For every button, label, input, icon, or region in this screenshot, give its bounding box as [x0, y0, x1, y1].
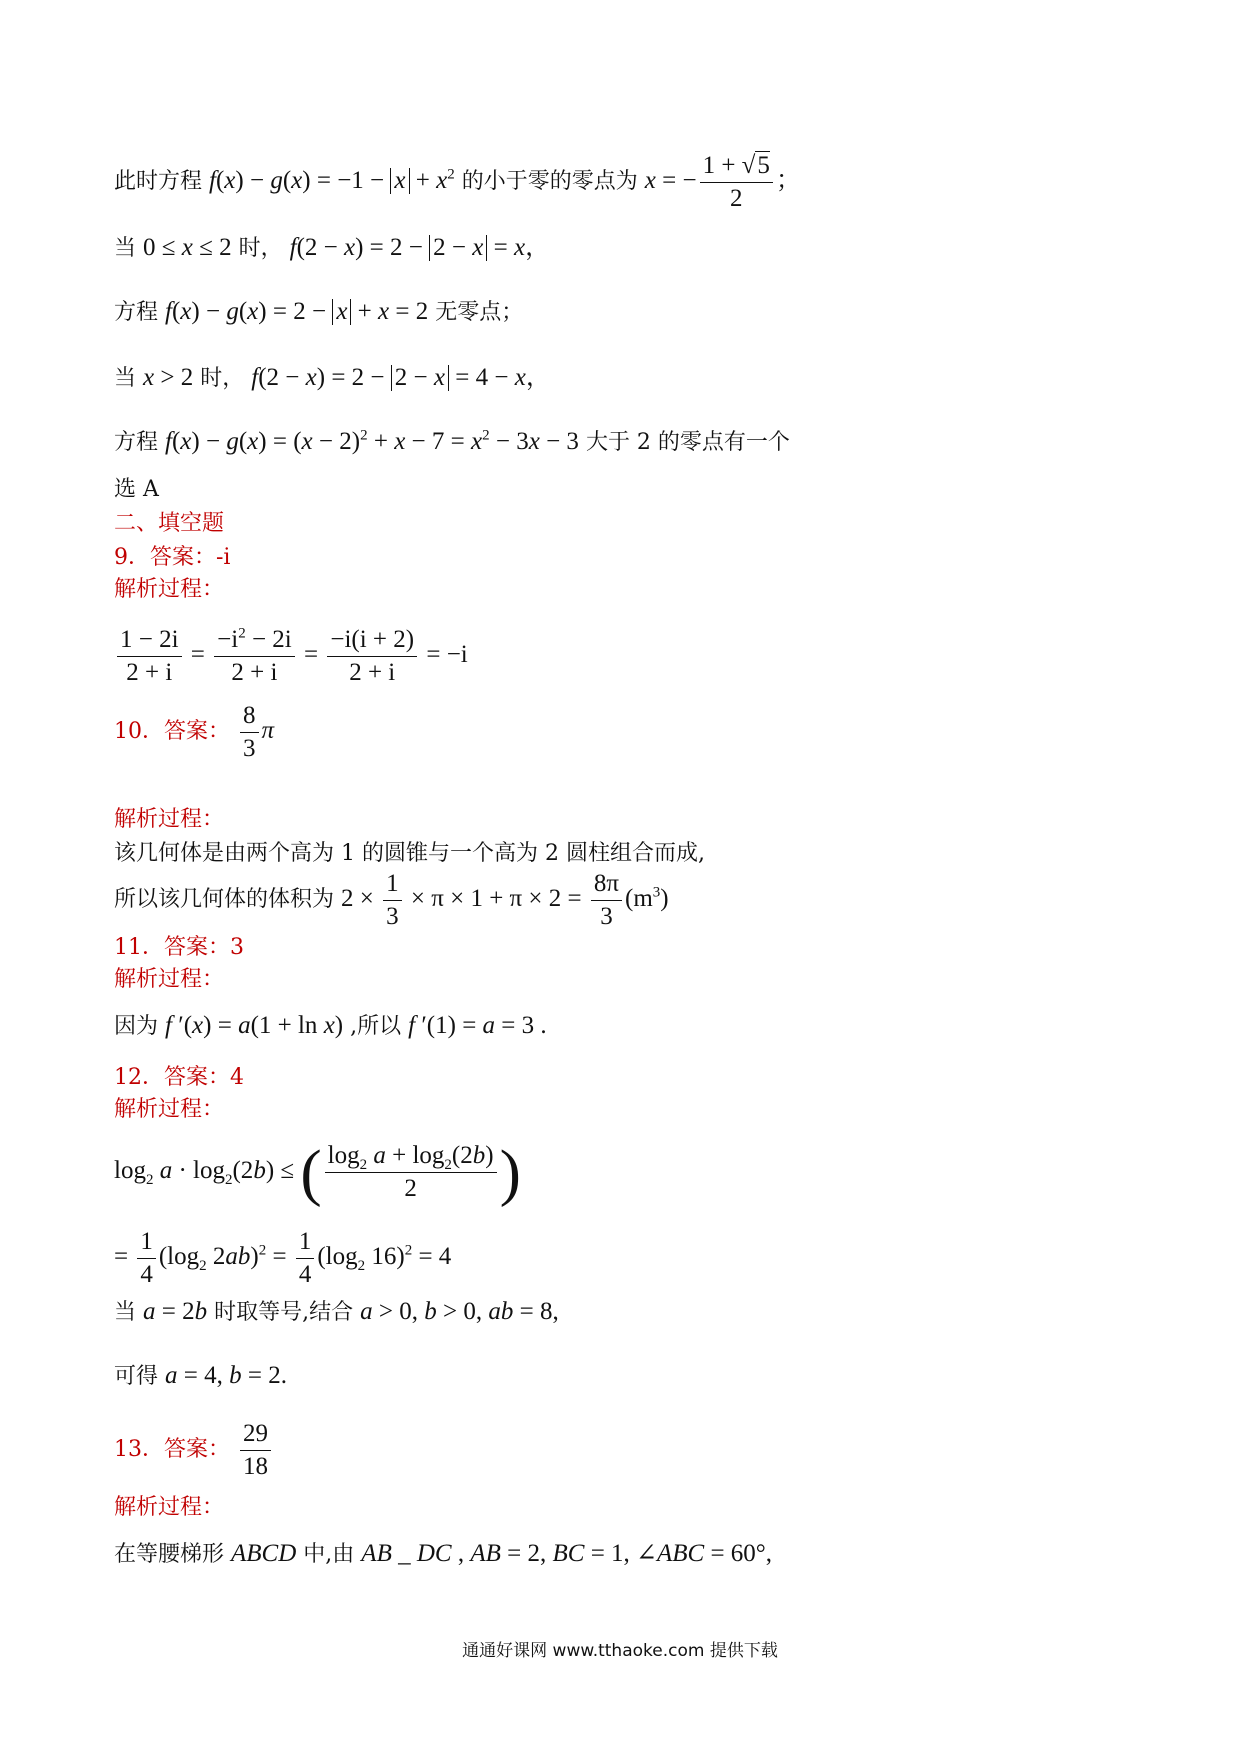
answer-12: 12．答案：4: [114, 1065, 244, 1090]
section-heading: 二、填空题: [114, 511, 225, 536]
answer-9: 9．答案：-i: [114, 545, 231, 570]
log-inequality: $\log_2 a \cdot \log_2(2b)$ ≤ ( $\frac{\log_2 a + \log_2(2b)}{2}$ ): [114, 1136, 521, 1208]
formula: f(x) − g(x) = 2 − x + x = 2: [165, 298, 429, 325]
page-footer: 通通好课网 www.tthaoke.com 提供下载: [462, 1641, 778, 1661]
analysis-label-13: 解析过程：: [114, 1495, 225, 1520]
line-one-zero: 方程 $f(x) - g(x) = (x - 2)^2 + x - 7 = x^2 - 3x - 3$ 大于 2 的零点有一个: [114, 427, 790, 455]
analysis-label-10: 解析过程：: [114, 807, 225, 832]
formula: x = − $\frac{1 + √5}{2}$ ；: [644, 152, 801, 212]
answer-13: 13．答案： $\frac{29}{18}$: [114, 1418, 274, 1483]
formula: 0 ≤ x ≤ 2: [143, 234, 232, 261]
log-result: = $\frac{1}{4}$ ($\log_2$ 2ab)$^2$ = $\frac{1}{4}$ ($\log_2$ 16)$^2$ = 4: [114, 1228, 452, 1288]
formula-9: $\frac{1 - 2i}{2 + i}$ = $\frac{-i^2 - 2i}{2 + i}$ = $\frac{-i(i + 2)}{2 + i}$ = −i: [114, 624, 468, 689]
volume-line: 所以该几何体的体积为 2 × $\frac{1}{3}$ × π × 1 + π × 2 = $\frac{8\pi}{3}$ $(m^3)$: [114, 870, 669, 930]
solution-values: 可得 a = 4, b = 2.: [114, 1362, 287, 1389]
formula: x > 2: [143, 364, 194, 391]
formula: $f(x) - g(x) = -1 - x + x^2$: [209, 166, 455, 195]
line-case-gt-2: 当 x > 2 时， f(2 − x) = 2 − 2 − x = 4 − x，: [114, 364, 551, 391]
derivative-line: 因为 f ′(x) = a(1 + ln x) ,所以 f ′(1) = a = 3 .: [114, 1012, 547, 1039]
formula: f(2 − x) = 2 − 2 − x = 4 − x，: [251, 364, 551, 391]
geometry-description: 该几何体是由两个高为 1 的圆锥与一个高为 2 圆柱组合而成,: [114, 841, 705, 866]
formula: $f(x) - g(x) = (x - 2)^2 + x - 7 = x^2 - 3x - 3$: [165, 427, 579, 455]
formula: f(2 − x) = 2 − 2 − x = x，: [289, 234, 551, 261]
analysis-label-11: 解析过程：: [114, 967, 225, 992]
answer-10: 10．答案： $\frac{8}{3}$ π: [114, 702, 275, 762]
trapezoid-line: 在等腰梯形 ABCD 中,由 AB _ DC , AB = 2, BC = 1, ∠ABC = 60°,: [114, 1540, 773, 1567]
analysis-label-9: 解析过程：: [114, 577, 225, 602]
equality-condition: 当 a = 2b 时取等号,结合 a > 0, b > 0, ab = 8,: [114, 1298, 559, 1325]
line-case-0-2: 当 0 ≤ x ≤ 2 时， f(2 − x) = 2 − 2 − x = x，: [114, 234, 551, 261]
analysis-label-12: 解析过程：: [114, 1097, 225, 1122]
line-no-zero: 方程 f(x) − g(x) = 2 − x + x = 2 无零点；: [114, 298, 524, 325]
line-zero-point-negative: 此时方程 $f(x) - g(x) = -1 - x + x^2$ 的小于零的零点为 x = − $\frac{1 + √5}{2}$ ；: [114, 152, 801, 212]
choose-answer: 选 A: [114, 477, 159, 502]
answer-11: 11．答案：3: [114, 935, 244, 960]
